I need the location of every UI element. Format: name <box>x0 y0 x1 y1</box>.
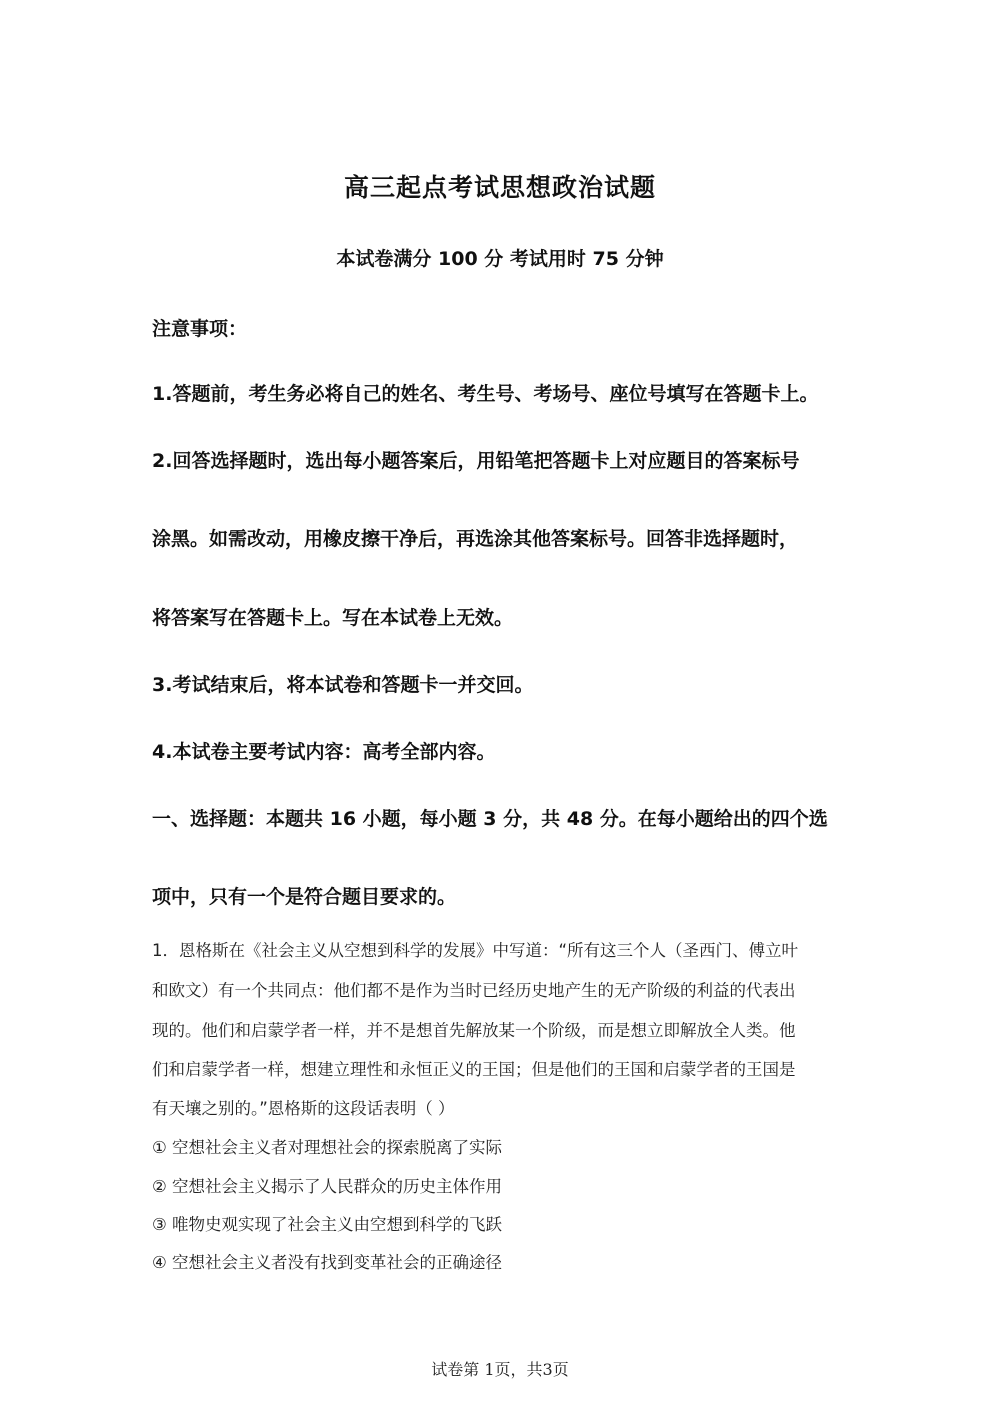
notice-item-3: 3.考试结束后，将本试卷和答题卡一并交回。 <box>152 674 534 696</box>
question-option-3: ③ 唯物史观实现了社会主义由空想到科学的飞跃 <box>152 1215 503 1234</box>
question-stem-line: 现的。他们和启蒙学者一样，并不是想首先解放某一个阶级，而是想立即解放全人类。他 <box>152 1021 796 1040</box>
question-stem-line: 有天壤之别的。”恩格斯的这段话表明（ ） <box>152 1099 455 1118</box>
page-title: 高三起点考试思想政治试题 <box>343 173 656 202</box>
notice-item-2-continued: 将答案写在答题卡上。写在本试卷上无效。 <box>152 607 514 629</box>
question-option-1: ① 空想社会主义者对理想社会的探索脱离了实际 <box>152 1138 503 1157</box>
notice-heading: 注意事项： <box>152 318 248 340</box>
notice-item-2-continued: 涂黑。如需改动，用橡皮擦干净后，再选涂其他答案标号。回答非选择题时， <box>152 528 799 550</box>
notice-item-1: 1.答题前，考生务必将自己的姓名、考生号、考场号、座位号填写在答题卡上。 <box>152 383 819 405</box>
notice-item-2: 2.回答选择题时，选出每小题答案后，用铅笔把答题卡上对应题目的答案标号 <box>152 450 800 472</box>
question-option-2: ② 空想社会主义揭示了人民群众的历史主体作用 <box>152 1177 503 1196</box>
question-stem-line: 1．恩格斯在《社会主义从空想到科学的发展》中写道：“所有这三个人（圣西门、傅立叶 <box>152 941 799 960</box>
section-heading-continued: 项中，只有一个是符合题目要求的。 <box>152 886 457 908</box>
section-heading: 一、选择题：本题共 16 小题，每小题 3 分，共 48 分。在每小题给出的四个选 <box>152 808 828 830</box>
question-stem-line: 们和启蒙学者一样，想建立理性和永恒正义的王国；但是他们的王国和启蒙学者的王国是 <box>152 1060 796 1079</box>
notice-item-4: 4.本试卷主要考试内容：高考全部内容。 <box>152 741 496 763</box>
page-footer: 试卷第 1页，共3页 <box>431 1360 569 1379</box>
question-stem-line: 和欧文）有一个共同点：他们都不是作为当时已经历史地产生的无产阶级的利益的代表出 <box>152 981 796 1000</box>
question-option-4: ④ 空想社会主义者没有找到变革社会的正确途径 <box>152 1253 503 1272</box>
exam-subtitle: 本试卷满分 100 分 考试用时 75 分钟 <box>336 248 664 270</box>
